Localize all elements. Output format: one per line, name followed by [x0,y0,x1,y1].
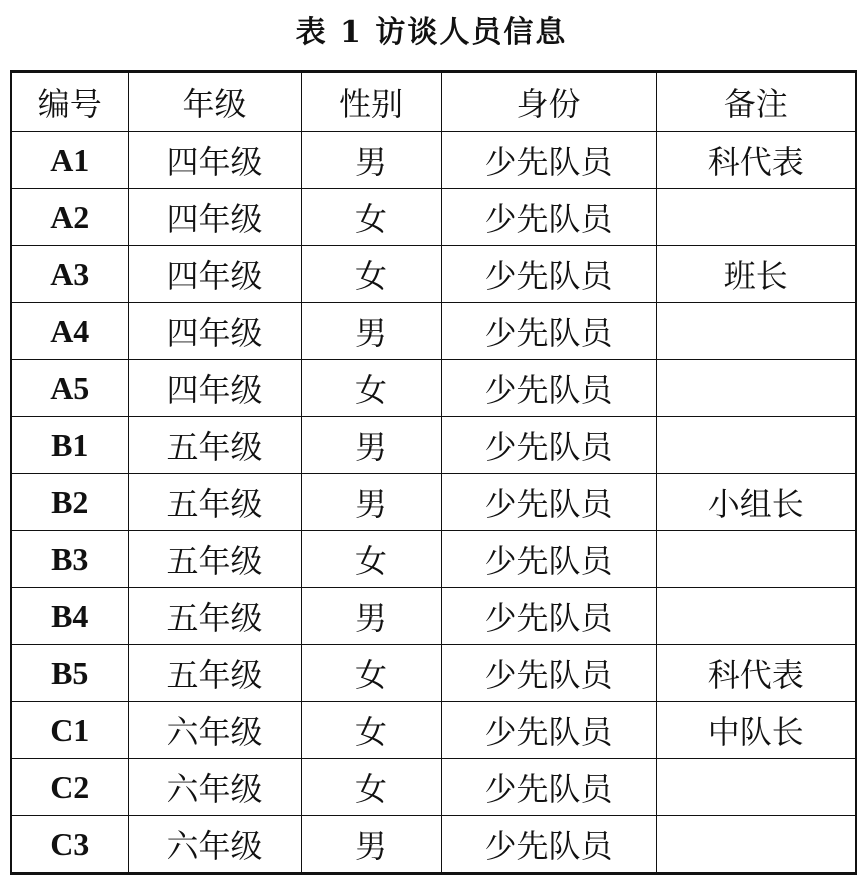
table-row [11,759,856,816]
cell-gender: 男 [301,474,441,531]
cell-remark [656,360,856,417]
cell-id: C2 [11,759,128,816]
cell-identity: 少先队员 [441,816,656,874]
cell-grade: 四年级 [128,132,301,189]
header-remark: 备注 [656,72,856,132]
cell-grade: 四年级 [128,360,301,417]
cell-grade: 五年级 [128,588,301,645]
cell-id: C3 [11,816,128,874]
cell-remark: 科代表 [656,645,856,702]
cell-identity: 少先队员 [441,132,656,189]
cell-remark [656,531,856,588]
cell-id: A1 [11,132,128,189]
table-row [11,132,856,189]
table-row [11,588,856,645]
cell-remark: 科代表 [656,132,856,189]
interviewee-table [10,70,857,875]
table-row [11,474,856,531]
cell-remark [656,417,856,474]
cell-id: A4 [11,303,128,360]
cell-identity: 少先队员 [441,303,656,360]
cell-remark: 中队长 [656,702,856,759]
cell-gender: 男 [301,816,441,874]
cell-grade: 五年级 [128,645,301,702]
cell-gender: 男 [301,132,441,189]
cell-remark [656,588,856,645]
cell-remark [656,759,856,816]
cell-grade: 六年级 [128,759,301,816]
cell-id: B5 [11,645,128,702]
header-identity: 身份 [441,72,656,132]
cell-remark [656,816,856,874]
table-row [11,189,856,246]
cell-id: C1 [11,702,128,759]
cell-gender: 男 [301,588,441,645]
cell-remark: 班长 [656,246,856,303]
cell-gender: 女 [301,246,441,303]
table-body [11,132,856,874]
cell-gender: 女 [301,645,441,702]
table-row [11,360,856,417]
cell-id: B2 [11,474,128,531]
cell-id: B1 [11,417,128,474]
cell-grade: 五年级 [128,531,301,588]
cell-identity: 少先队员 [441,702,656,759]
cell-gender: 男 [301,303,441,360]
cell-gender: 女 [301,702,441,759]
cell-identity: 少先队员 [441,759,656,816]
table-header [11,72,856,132]
cell-identity: 少先队员 [441,588,656,645]
table-row [11,816,856,874]
cell-grade: 五年级 [128,474,301,531]
cell-identity: 少先队员 [441,189,656,246]
cell-gender: 女 [301,759,441,816]
cell-gender: 女 [301,189,441,246]
cell-identity: 少先队员 [441,645,656,702]
table-row [11,531,856,588]
table-row [11,246,856,303]
cell-remark [656,189,856,246]
header-row [11,72,856,132]
cell-identity: 少先队员 [441,474,656,531]
table-row [11,702,856,759]
cell-identity: 少先队员 [441,531,656,588]
cell-gender: 男 [301,417,441,474]
header-grade: 年级 [128,72,301,132]
cell-remark [656,303,856,360]
table-row [11,645,856,702]
cell-identity: 少先队员 [441,417,656,474]
cell-grade: 五年级 [128,417,301,474]
cell-identity: 少先队员 [441,246,656,303]
cell-id: B4 [11,588,128,645]
table-row [11,417,856,474]
cell-grade: 四年级 [128,246,301,303]
cell-remark: 小组长 [656,474,856,531]
cell-id: A2 [11,189,128,246]
cell-grade: 四年级 [128,303,301,360]
cell-grade: 六年级 [128,702,301,759]
cell-id: B3 [11,531,128,588]
cell-gender: 女 [301,360,441,417]
header-gender: 性别 [301,72,441,132]
cell-identity: 少先队员 [441,360,656,417]
cell-id: A3 [11,246,128,303]
cell-grade: 六年级 [128,816,301,874]
cell-grade: 四年级 [128,189,301,246]
header-id: 编号 [11,72,128,132]
cell-id: A5 [11,360,128,417]
cell-gender: 女 [301,531,441,588]
table-row [11,303,856,360]
table-caption: 表 1 访谈人员信息 [295,15,568,50]
